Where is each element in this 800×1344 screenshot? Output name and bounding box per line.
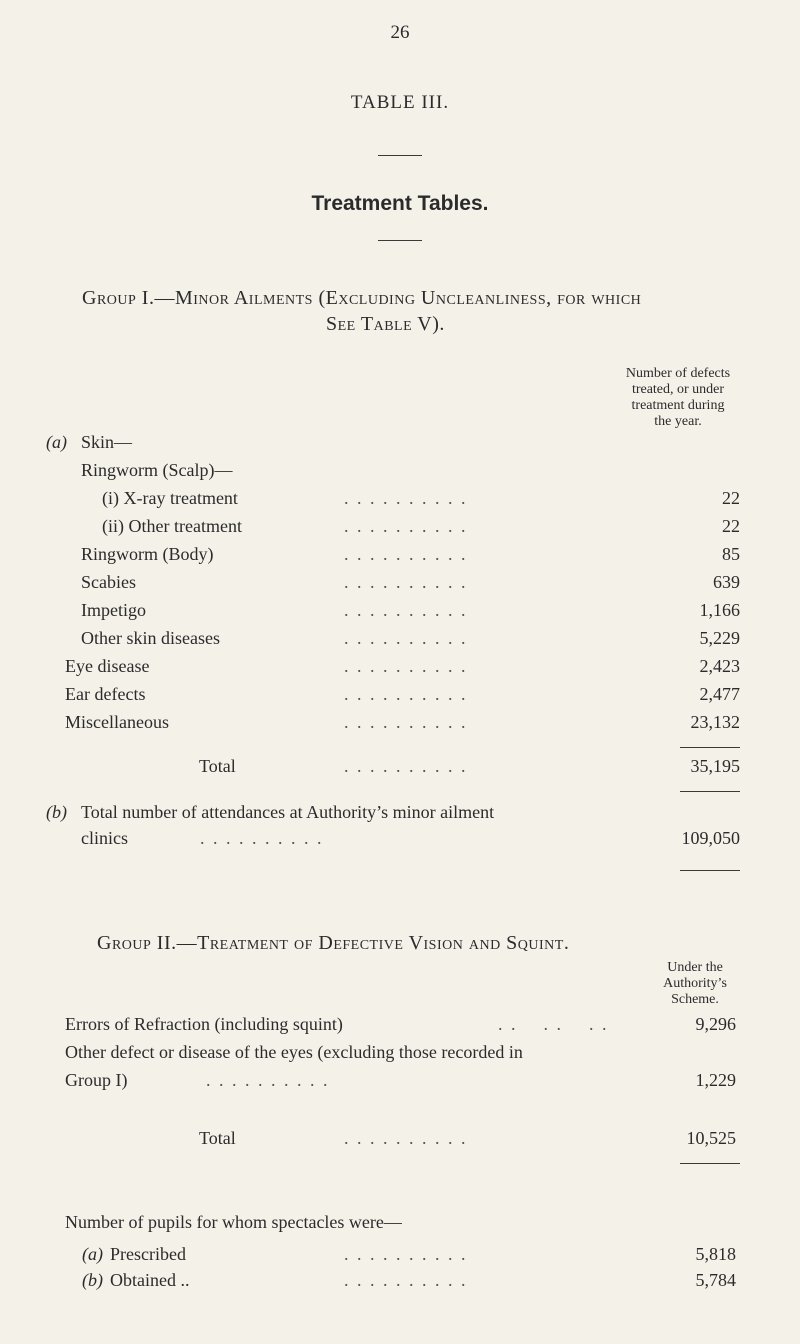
section-a-marker: (a)	[46, 432, 67, 452]
divider	[680, 870, 740, 871]
total-value: 10,525	[686, 1128, 736, 1148]
row-marker: (a)	[82, 1244, 103, 1264]
leader-dots: . . . . . . . . . .	[344, 1270, 468, 1290]
row-value: 22	[722, 516, 740, 536]
table-row	[0, 544, 800, 568]
page-subtitle: Treatment Tables.	[311, 192, 489, 215]
row-label: (i) X-ray treatment	[102, 488, 238, 508]
table-row	[0, 628, 800, 652]
group1-heading-cont: See Table V).	[326, 313, 445, 335]
table-row	[0, 1070, 800, 1094]
total-value: 35,195	[690, 756, 740, 776]
table-row	[0, 488, 800, 512]
total-label: Total	[199, 756, 236, 776]
row-label: Scabies	[81, 572, 136, 592]
row-label: Eye disease	[65, 656, 150, 676]
row-value: 2,477	[699, 684, 740, 704]
leader-dots: . . . . . . . . . .	[344, 656, 468, 676]
total-divider	[680, 1163, 740, 1164]
table-row	[0, 1244, 800, 1268]
ringworm-scalp-label: Ringworm (Scalp)—	[81, 460, 233, 480]
row-label: Errors of Refraction (including squint)	[65, 1014, 343, 1034]
row-label: (ii) Other treatment	[102, 516, 242, 536]
attendance-row	[0, 828, 800, 852]
group1-column-header: Number of defects treated, or under treatment during the year.	[625, 366, 731, 429]
row-value: 1,166	[699, 600, 740, 620]
leader-dots: . . . . . . . . . .	[344, 516, 468, 536]
table-row	[0, 656, 800, 680]
section-b-marker: (b)	[46, 802, 67, 822]
leader-dots: . . . . . . . . . .	[344, 600, 468, 620]
spectacles-heading: Number of pupils for whom spectacles were—	[65, 1212, 402, 1232]
table-row	[0, 712, 800, 736]
section-a-title: Skin—	[81, 432, 133, 452]
total-row	[0, 756, 800, 780]
total-label: Total	[199, 1128, 236, 1148]
total-divider	[680, 747, 740, 748]
row-label: Miscellaneous	[65, 712, 169, 732]
leader-dots: . . . . . . . . . .	[344, 628, 468, 648]
divider	[378, 240, 422, 241]
leader-dots: . . . . . . . . . .	[344, 488, 468, 508]
row-label: Impetigo	[81, 600, 146, 620]
table-row	[0, 572, 800, 596]
leader-dots: . . . . . . . . . .	[344, 544, 468, 564]
table-row	[0, 1270, 800, 1294]
group2-column-header: Under the Authority’s Scheme.	[663, 960, 727, 1007]
row-value: 5,784	[695, 1270, 736, 1290]
total-divider	[680, 791, 740, 792]
row-value: 639	[713, 572, 740, 592]
row-value: 9,296	[695, 1014, 736, 1034]
table-row	[0, 600, 800, 624]
group2-heading: Group II.—Treatment of Defective Vision and Squint.	[97, 932, 570, 954]
table-title: TABLE III.	[350, 92, 450, 113]
row-value: 23,132	[690, 712, 740, 732]
leader-dots: . . . . . . . . . .	[206, 1070, 330, 1090]
leader-dots: . . . . . . . . . .	[344, 756, 468, 776]
table-row	[0, 516, 800, 540]
row-value: 22	[722, 488, 740, 508]
section-b-label-cont: clinics	[81, 828, 128, 848]
leader-dots: . . . . . . . . . .	[200, 828, 324, 848]
section-b-label: Total number of attendances at Authority’s minor ailment	[81, 802, 495, 822]
page-number: 26	[390, 22, 410, 43]
row-value: 2,423	[699, 656, 740, 676]
row-label: Obtained ..	[110, 1270, 190, 1290]
row-label: Ringworm (Body)	[81, 544, 214, 564]
row-label: Other defect or disease of the eyes (excluding those recorded in	[65, 1042, 523, 1062]
row-label: Other skin diseases	[81, 628, 220, 648]
leader-dots: . . . . . . . . . .	[344, 684, 468, 704]
attendance-value: 109,050	[681, 828, 740, 848]
row-value: 1,229	[695, 1070, 736, 1090]
leader-dots: . . . . . . . . . .	[344, 1128, 468, 1148]
row-value: 85	[722, 544, 740, 564]
row-value: 5,818	[695, 1244, 736, 1264]
leader-dots: . . . . . . . . . .	[344, 1244, 468, 1264]
table-row	[0, 1014, 800, 1038]
row-marker: (b)	[82, 1270, 103, 1290]
row-label: Prescribed	[110, 1244, 186, 1264]
row-label-cont: Group I)	[65, 1070, 128, 1090]
divider	[378, 155, 422, 156]
leader-dots: . . . . . .	[498, 1014, 609, 1034]
leader-dots: . . . . . . . . . .	[344, 572, 468, 592]
table-row	[0, 684, 800, 708]
row-label: Ear defects	[65, 684, 146, 704]
row-value: 5,229	[699, 628, 740, 648]
leader-dots: . . . . . . . . . .	[344, 712, 468, 732]
total-row	[0, 1128, 800, 1152]
group1-heading: Group I.—Minor Ailments (Excluding Uncleanliness, for which	[82, 287, 642, 309]
